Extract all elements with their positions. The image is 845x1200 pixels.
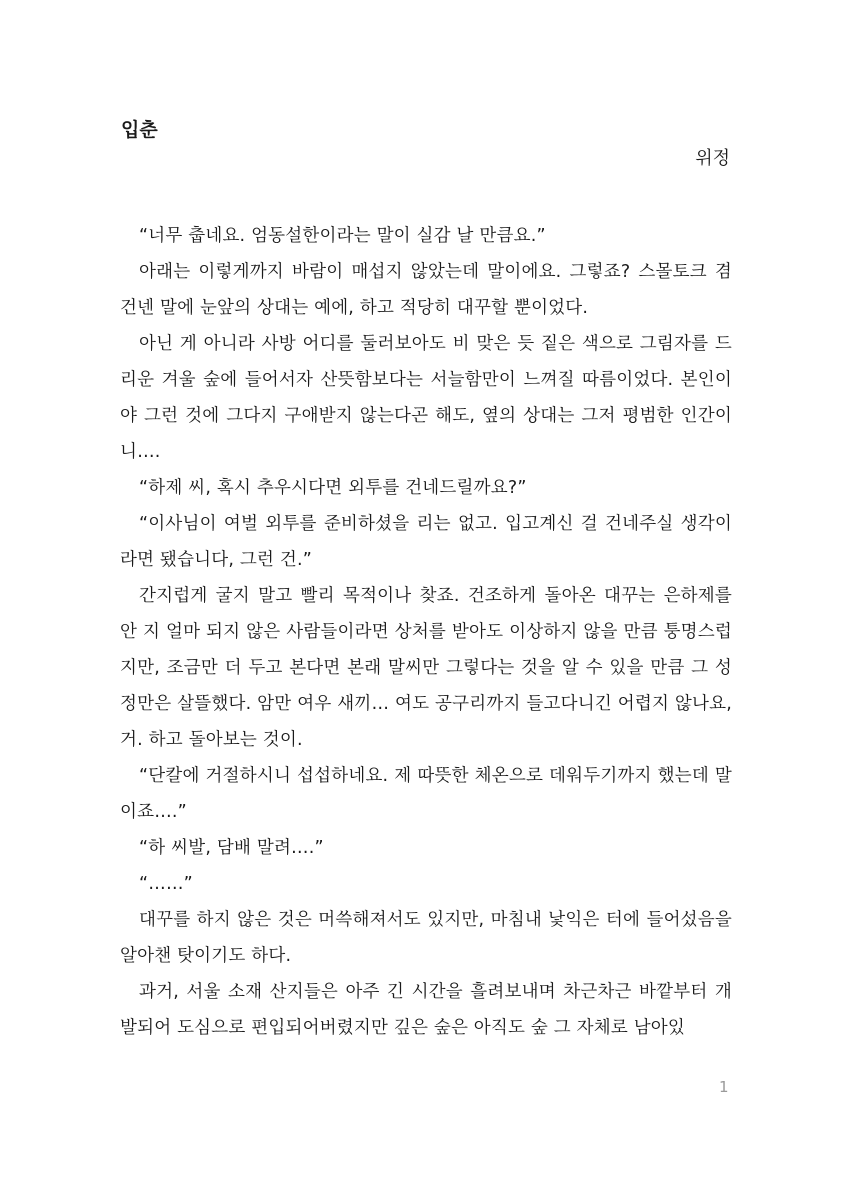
paragraph: 아닌 게 아니라 사방 어디를 둘러보아도 비 맞은 듯 짙은 색으로 그림자를 드리운 겨울 숲에 들어서자 산뜻함보다는 서늘함만이 느껴질 따름이었다. 본인이야 그런 것에 그다지 구애받지 않는다곤 해도, 옆의 상대는 그저 평범한 인간이니….	[120, 334, 732, 462]
paragraph: 과거, 서울 소재 산지들은 아주 긴 시간을 흘려보내며 차근차근 바깥부터 개발되어 도심으로 편입되어버렸지만 깊은 숲은 아직도 숲 그 자체로 남아있	[120, 982, 732, 1038]
page-number: 1	[719, 1078, 729, 1096]
author-name: 위정	[695, 148, 730, 169]
document-body	[120, 218, 732, 1046]
paragraph: “이사님이 여벌 외투를 준비하셨을 리는 없고. 입고계신 걸 건네주실 생각이라면 됐습니다, 그런 건.”	[120, 514, 732, 570]
paragraph: “너무 춥네요. 엄동설한이라는 말이 실감 날 만큼요.”	[139, 226, 546, 246]
paragraph: 대꾸를 하지 않은 것은 머쓱해져서도 있지만, 마침내 낯익은 터에 들어섰음을 알아챈 탓이기도 하다.	[120, 910, 732, 966]
document-title: 입춘	[121, 119, 158, 141]
paragraph: 아래는 이렇게까지 바람이 매섭지 않았는데 말이에요. 그렇죠? 스몰토크 겸 건넨 말에 눈앞의 상대는 예에, 하고 적당히 대꾸할 뿐이었다.	[120, 262, 732, 318]
paragraph: 간지럽게 굴지 말고 빨리 목적이나 찾죠. 건조하게 돌아온 대꾸는 은하제를 안 지 얼마 되지 않은 사람들이라면 상처를 받아도 이상하지 않을 만큼 퉁명스럽지만, 조금만 더 두고 본다면 본래 말씨만 그렇다는 것을 알 수 있을 만큼 그 성정만은 살뜰했다. 암만 여우 새끼… 여도 공구리까지 들고다니긴 어렵지 않나요, 거. 하고 돌아보는 것이.	[120, 586, 732, 750]
paragraph: “……”	[139, 874, 193, 894]
paragraph: “하제 씨, 혹시 추우시다면 외투를 건네드릴까요?”	[139, 478, 527, 498]
paragraph: “단칼에 거절하시니 섭섭하네요. 제 따뜻한 체온으로 데워두기까지 했는데 말이죠….”	[120, 766, 732, 822]
paragraph: “하 씨발, 담배 말려….”	[139, 838, 324, 858]
